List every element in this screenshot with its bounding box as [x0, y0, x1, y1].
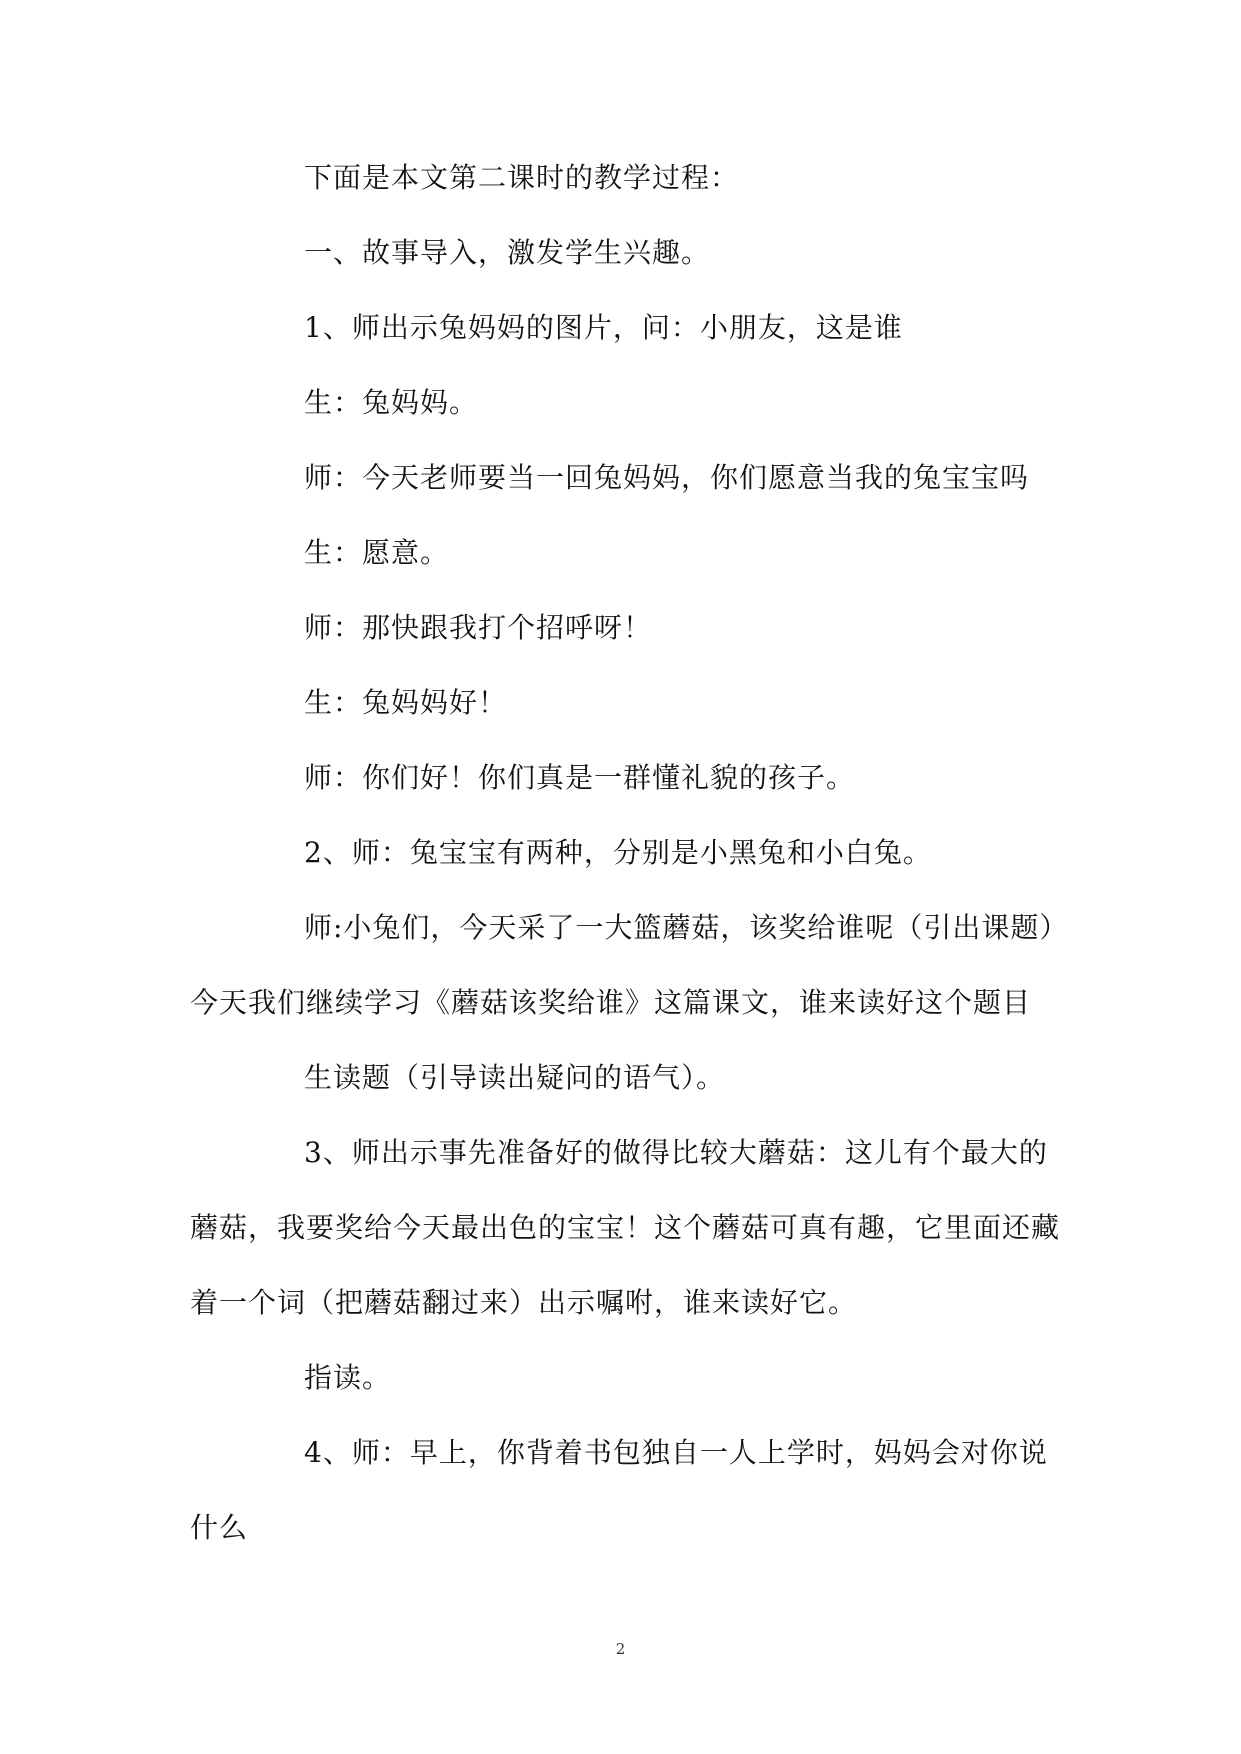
- paragraph-line: 什么: [190, 1511, 249, 1544]
- dialogue-line: 师：今天老师要当一回兔妈妈，你们愿意当我的兔宝宝吗: [304, 461, 1030, 494]
- paragraph-line: 1、师出示兔妈妈的图片，问：小朋友，这是谁: [304, 311, 903, 344]
- paragraph-line: 今天我们继续学习《蘑菇该奖给谁》这篇课文，谁来读好这个题目: [190, 986, 1032, 1019]
- page-number: 2: [615, 1640, 626, 1658]
- dialogue-line: 生：愿意。: [304, 536, 450, 569]
- dialogue-line: 生：兔妈妈。: [304, 386, 479, 419]
- paragraph-line: 师:小兔们，今天采了一大篮蘑菇，该奖给谁呢（引出课题）: [304, 911, 1069, 944]
- body-text: [190, 140, 1069, 1565]
- paragraph-line: 指读。: [304, 1361, 392, 1394]
- paragraph-line: 3、师出示事先准备好的做得比较大蘑菇：这儿有个最大的: [304, 1136, 1048, 1169]
- paragraph-line: 4、师：早上，你背着书包独自一人上学时，妈妈会对你说: [304, 1436, 1048, 1469]
- paragraph-line: 2、师：兔宝宝有两种，分别是小黑兔和小白兔。: [304, 836, 932, 869]
- paragraph-line: 着一个词（把蘑菇翻过来）出示嘱咐，谁来读好它。: [190, 1286, 858, 1319]
- paragraph-line: 下面是本文第二课时的教学过程：: [304, 161, 740, 194]
- dialogue-line: 师：你们好！你们真是一群懂礼貌的孩子。: [304, 761, 856, 794]
- dialogue-line: 生：兔妈妈好！: [304, 686, 508, 719]
- dialogue-line: 师：那快跟我打个招呼呀！: [304, 611, 653, 644]
- paragraph-line: 生读题（引导读出疑问的语气）。: [304, 1061, 726, 1094]
- paragraph-line: 蘑菇，我要奖给今天最出色的宝宝！这个蘑菇可真有趣，它里面还藏: [190, 1211, 1061, 1244]
- section-heading: 一、故事导入，激发学生兴趣。: [304, 236, 711, 269]
